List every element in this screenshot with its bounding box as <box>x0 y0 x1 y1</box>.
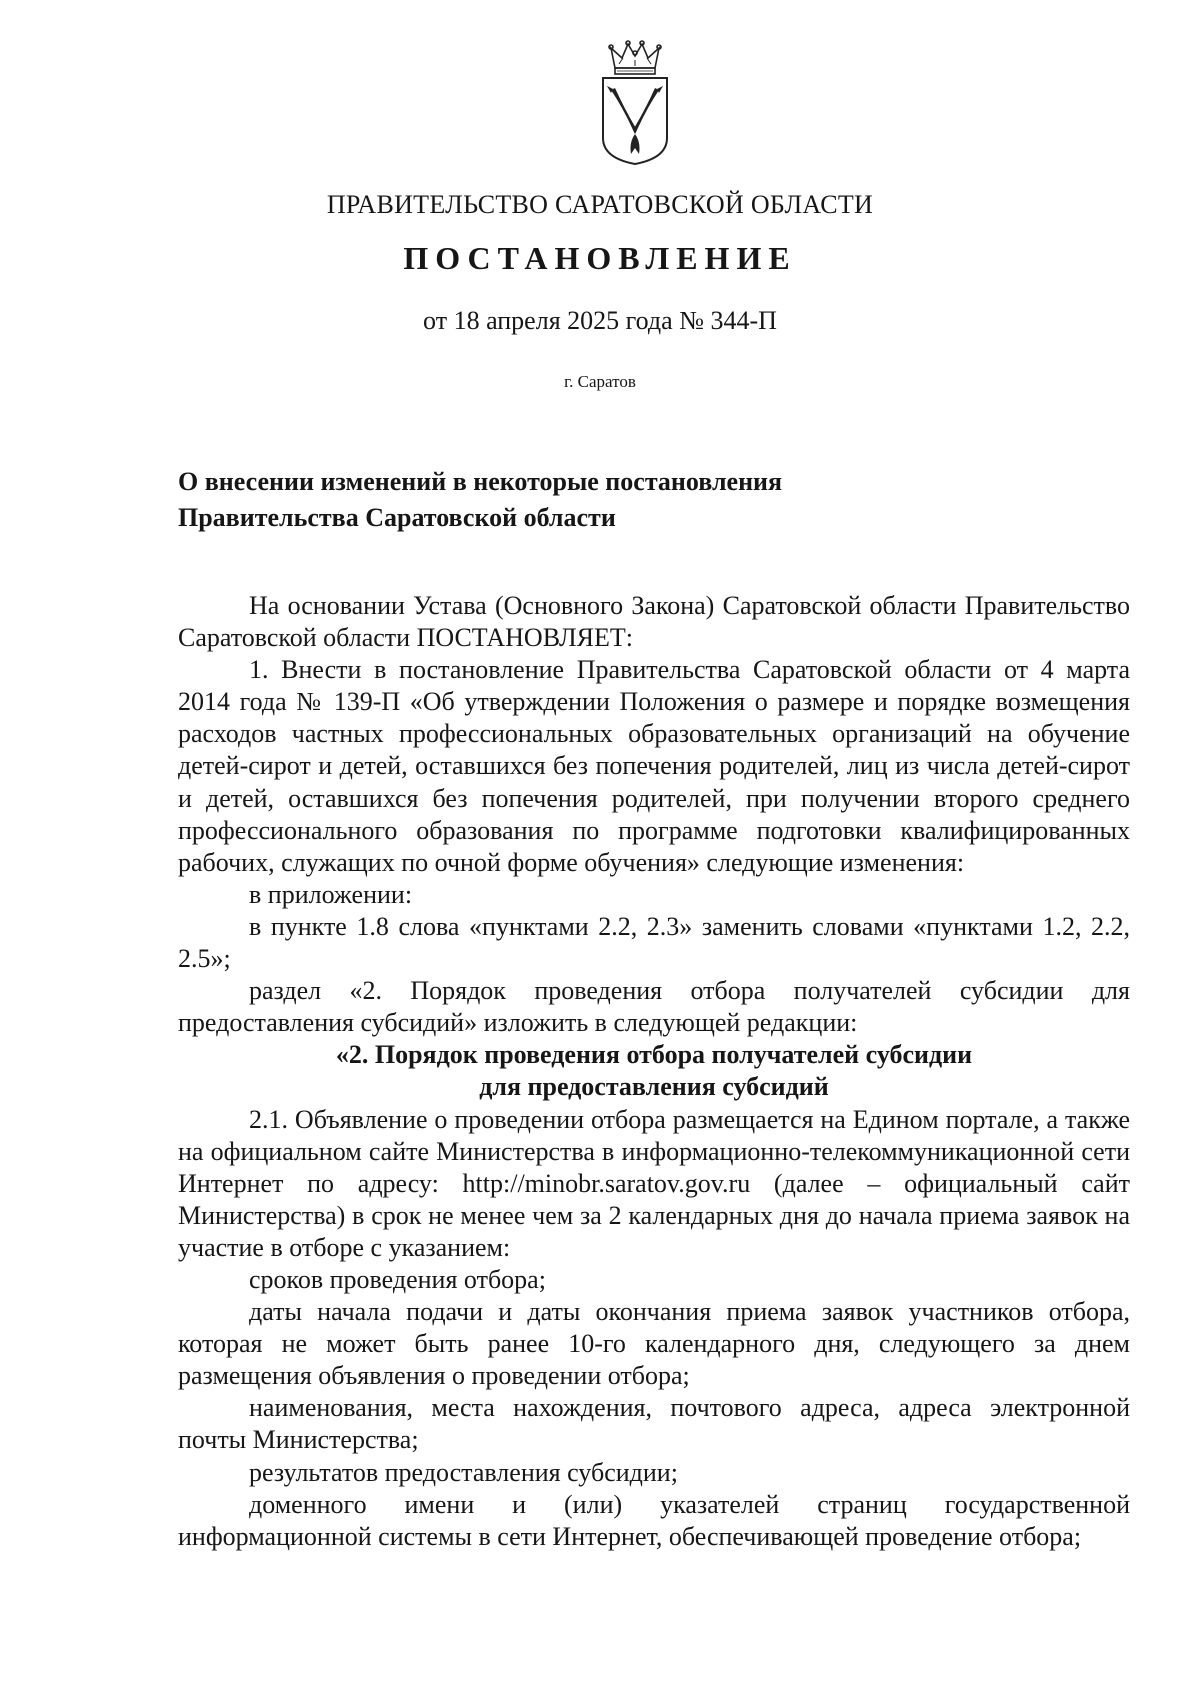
section-heading-line: «2. Порядок проведения отбора получателей субсидии <box>335 1040 973 1070</box>
body-paragraph: 2.1. Объявление о проведении отбора размещается на Едином портале, а также на официальном сайте Министерства в информационно-телекоммуникационной сети Интернет по адресу: http://minobr.saratov.gov.ru (далее – официальный сайт Министерства) в срок не менее чем за 2 календарных дня до начала приема заявок на участие в отборе с указанием: <box>178 1104 1130 1262</box>
subject-line: Правительства Саратовской области <box>178 503 616 532</box>
body-paragraph: в приложении: <box>249 879 413 909</box>
body-paragraph: На основании Устава (Основного Закона) Саратовской области Правительство Саратовской области ПОСТАНОВЛЯЕТ: <box>178 591 1130 653</box>
body-paragraph: наименования, места нахождения, почтового адреса, адреса электронной почты Министерства; <box>178 1393 1130 1455</box>
saratov-coat-of-arms-emblem <box>595 38 675 168</box>
document-date-number: от 18 апреля 2025 года № 344-П <box>423 306 777 335</box>
section-heading-line: для предоставления субсидий <box>479 1072 829 1102</box>
document-city: г. Саратов <box>564 372 636 391</box>
body-paragraph: доменного имени и (или) указателей страниц государственной информационной системы в сети Интернет, обеспечивающей проведение отбора; <box>178 1489 1130 1551</box>
body-paragraph: раздел «2. Порядок проведения отбора получателей субсидии для предоставления субсидий» изложить в следующей редакции: <box>178 976 1130 1038</box>
section-heading <box>178 1039 1130 1103</box>
document-subject-heading <box>178 464 1078 536</box>
body-paragraph: 1. Внести в постановление Правительства Саратовской области от 4 марта 2014 года № 139-П «Об утверждении Положения о размере и порядке возмещения расходов частных профессиональных образовательных организаций на обучение детей-сирот и детей, оставшихся без попечения родителей, лиц из числа детей-сирот и детей, оставшихся без попечения родителей, при получении второго среднего профессионального образования по программе подготовки квалифицированных рабочих, служащих по очной форме обучения» следующие изменения: <box>178 655 1130 877</box>
document-type-title: ПОСТАНОВЛЕНИЕ <box>403 240 797 276</box>
document-body <box>178 590 1130 1553</box>
body-paragraph: результатов предоставления субсидии; <box>249 1457 678 1487</box>
subject-line: О внесении изменений в некоторые постановления <box>178 467 783 496</box>
body-paragraph: в пункте 1.8 слова «пунктами 2.2, 2.3» заменить словами «пунктами 1.2, 2.2, 2.5»; <box>178 911 1130 974</box>
body-paragraph: сроков проведения отбора; <box>249 1264 546 1294</box>
government-name: ПРАВИТЕЛЬСТВО САРАТОВСКОЙ ОБЛАСТИ <box>326 190 874 219</box>
body-paragraph: даты начала подачи и даты окончания приема заявок участников отбора, которая не может быть ранее 10-го календарного дня, следующего за днем размещения объявления о проведении отбора; <box>178 1297 1130 1391</box>
